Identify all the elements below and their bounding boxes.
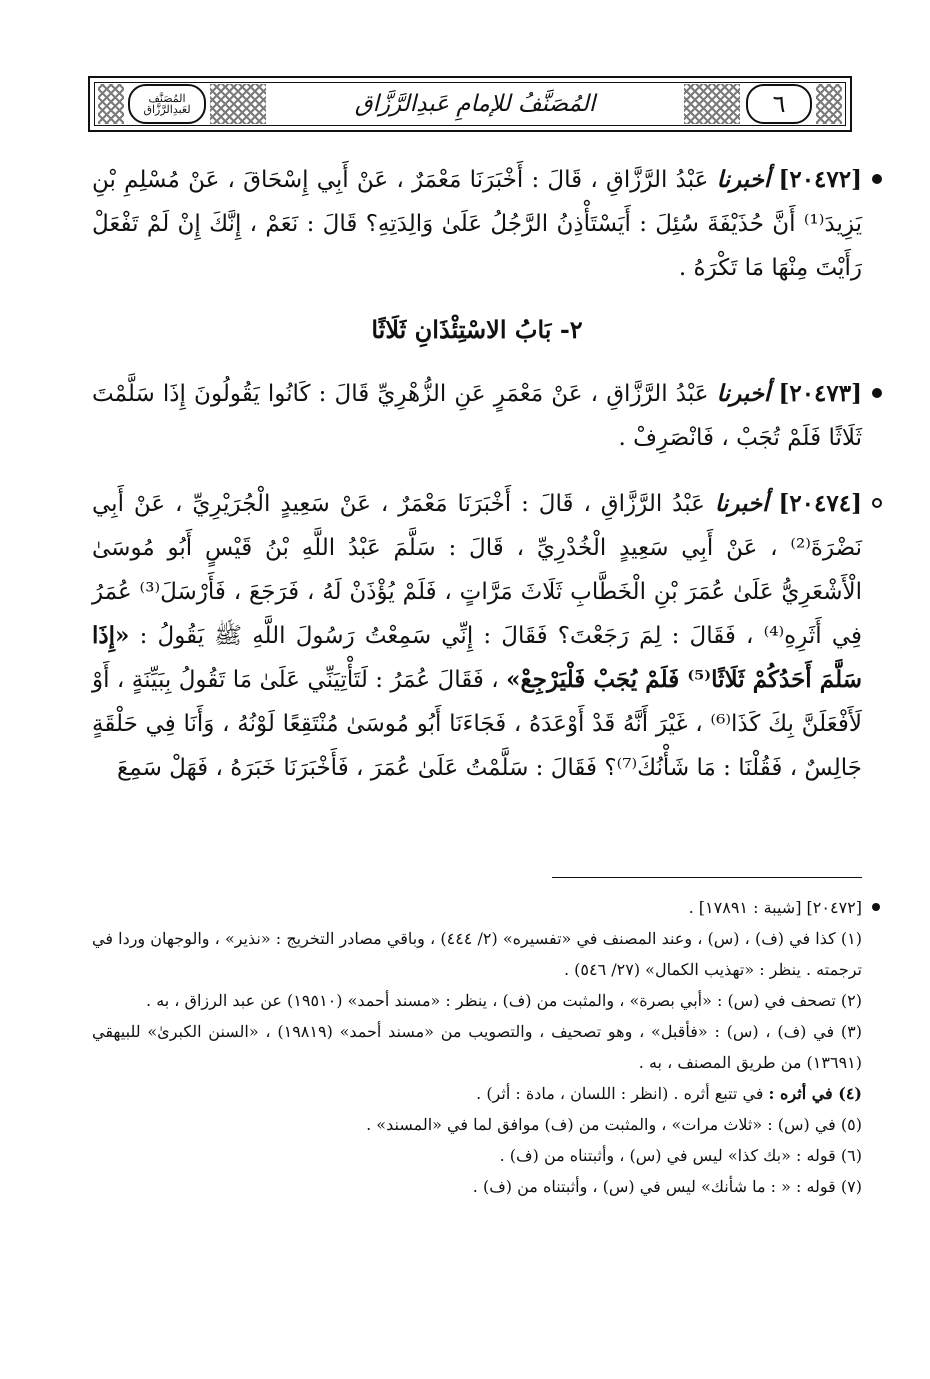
running-title: المُصَنَّفُ للإمامِ عَبدِالرَّزَّاق xyxy=(354,91,596,117)
hadith-text: عَبْدُ الرَّزَّاقِ ، عَنْ مَعْمَرٍ عَنِ الزُّهْرِيِّ قَالَ : كَانُوا يَقُولُونَ إِذَا سَلَّمْتَ ثَلَاثًا فَلَمْ تُجَبْ ، فَانْصَرِفْ . xyxy=(92,381,862,451)
bullet-filled-icon xyxy=(872,388,882,398)
footnote-1: (١) كذا في (ف) ، (س) ، وعند المصنف في «تفسيره» (٢/ ٤٤٤) ، وباقي مصادر التخريج : «نذير» ، والوجهان وردا في ترجمته . ينظر : «تهذيب الكمال» (٢٧/ ٥٤٦) . xyxy=(92,929,862,979)
footnote-7: (٧) قوله : « : ما شأنك» ليس في (س) ، وأثبتناه من (ف) . xyxy=(472,1177,862,1196)
hadith-number: [٢٠٤٧٣] xyxy=(778,380,863,407)
footnote-4-text: في تتبع أثره . (انظر : اللسان ، مادة : أثر) . xyxy=(476,1084,764,1103)
footnote-3: (٣) في (ف) ، (س) : «فأقبل» ، وهو تصحيف ، والتصويب من «مسند أحمد» (١٩٨١٩) ، «السنن الكبرىٰ» للبيهقي (١٣٦٩١) من طريق المصنف ، به . xyxy=(92,1022,862,1072)
bullet-filled-icon xyxy=(872,903,880,911)
page-header xyxy=(88,76,852,132)
hadith-20472 xyxy=(92,158,862,290)
footnote-4 xyxy=(92,1078,862,1109)
seal-line-2: لعَبدِالرَّزَّاق xyxy=(143,103,191,116)
footnote-6: (٦) قوله : «بك كذا» ليس في (س) ، وأثبتناه من (ف) . xyxy=(499,1146,862,1165)
seal-line-1: المُصَنَّف xyxy=(148,92,186,105)
main-text xyxy=(92,158,862,812)
hadith-number: [٢٠٤٧٢] xyxy=(778,166,863,193)
footnote-4-term: (٤) في أثره : xyxy=(768,1084,862,1103)
page-number: ٦ xyxy=(746,84,812,124)
bullet-open-icon xyxy=(872,498,882,508)
footnote-2: (٢) تصحف في (س) : «أبي بصرة» ، والمثبت من (ف) ، ينظر : «مسند أحمد» (١٩٥١٠) عن عبد الرزاق ، به . xyxy=(146,991,862,1010)
header-ornament-left-inner xyxy=(210,84,266,124)
narration-formula: أخبرنا xyxy=(714,490,769,517)
chapter-heading: ٢- بَابُ الاسْتِئْذَانِ ثَلَاثًا xyxy=(371,315,583,344)
header-ornament-right-inner xyxy=(684,84,740,124)
footnote-source xyxy=(92,892,862,923)
footnote-source-text: [٢٠٤٧٢] [شيبة : ١٧٨٩١] . xyxy=(688,898,862,917)
narration-formula: أخبرنا xyxy=(716,166,771,193)
hadith-text: عَبْدُ الرَّزَّاقِ ، قَالَ : أَخْبَرَنَا مَعْمَرٌ ، عَنْ سَعِيدٍ الْجُرَيْرِيِّ ، عَنْ أَبِي نَضْرَةَ⁽²⁾ ، عَنْ أَبِي سَعِيدٍ الْخُدْرِيِّ ، قَالَ : سَلَّمَ عَبْدُ اللَّهِ بْنُ قَيْسٍ أَبُو مُوسَىٰ الْأَشْعَرِيُّ عَلَىٰ عُمَرَ بْنِ الْخَطَّابِ ثَلَاثَ مَرَّاتٍ ، فَلَمْ يُؤْذَنْ لَهُ ، فَرَجَعَ ، فَأَرْسَلَ⁽³⁾ عُمَرُ فِي أَثَرِهِ⁽⁴⁾ ، فَقَالَ : لِمَ رَجَعْتَ؟ فَقَالَ : إِنِّي سَمِعْتُ رَسُولَ اللَّهِ ﷺ يَقُولُ : xyxy=(92,491,863,649)
hadith-20473 xyxy=(92,372,862,460)
footnotes xyxy=(92,892,862,1202)
hadith-20474 xyxy=(92,482,862,790)
footnote-divider xyxy=(552,877,862,878)
footnote-5: (٥) في (س) : «ثلاث مرات» ، والمثبت من (ف) موافق لما في «المسند» . xyxy=(366,1115,862,1134)
hadith-text: عَبْدُ الرَّزَّاقِ ، قَالَ : أَخْبَرَنَا مَعْمَرٌ ، عَنْ أَبِي إِسْحَاقَ ، عَنْ مُسْلِمِ بْنِ يَزِيدَ⁽¹⁾ أَنَّ حُذَيْفَةَ سُئِلَ : أَيَسْتَأْذِنُ الرَّجُلُ عَلَىٰ وَالِدَتِهِ؟ قَالَ : نَعَمْ ، إِنَّكَ إِنْ لَمْ تَفْعَلْ رَأَيْتَ مِنْهَا مَا تَكْرَهُ . xyxy=(92,167,862,281)
hadith-text-continued: ، فَقَالَ عُمَرُ : لَتَأْتِيَنِّي عَلَىٰ مَا تَقُولُ بِبَيِّنَةٍ ، أَوْ لَأَفْعَلَنَّ بِكَ كَذَا⁽⁶⁾ ، غَيْرَ أَنَّهُ قَدْ أَوْعَدَهُ ، فَجَاءَنَا أَبُو مُوسَىٰ مُنْتَقِعًا لَوْنُهُ ، وَأَنَا فِي حَلْقَةٍ جَالِسٌ ، فَقُلْنَا : مَا شَأْنُكَ⁽⁷⁾؟ فَقَالَ : سَلَّمْتُ عَلَىٰ عُمَرَ ، فَأَخْبَرَنَا خَبَرَهُ ، فَهَلْ سَمِعَ xyxy=(92,667,862,781)
header-ornament-left-outer xyxy=(98,84,124,124)
hadith-number: [٢٠٤٧٤] xyxy=(778,490,862,517)
book-seal xyxy=(128,84,206,124)
bullet-filled-icon xyxy=(872,174,882,184)
header-ornament-right-outer xyxy=(816,84,842,124)
narration-formula: أخبرنا xyxy=(716,380,771,407)
prophetic-quote: «إِذَا سَلَّمَ أَحَدُكُمْ ثَلَاثًا⁽⁵⁾ فَلَمْ يُجَبْ فَلْيَرْجِعْ» xyxy=(92,622,862,693)
